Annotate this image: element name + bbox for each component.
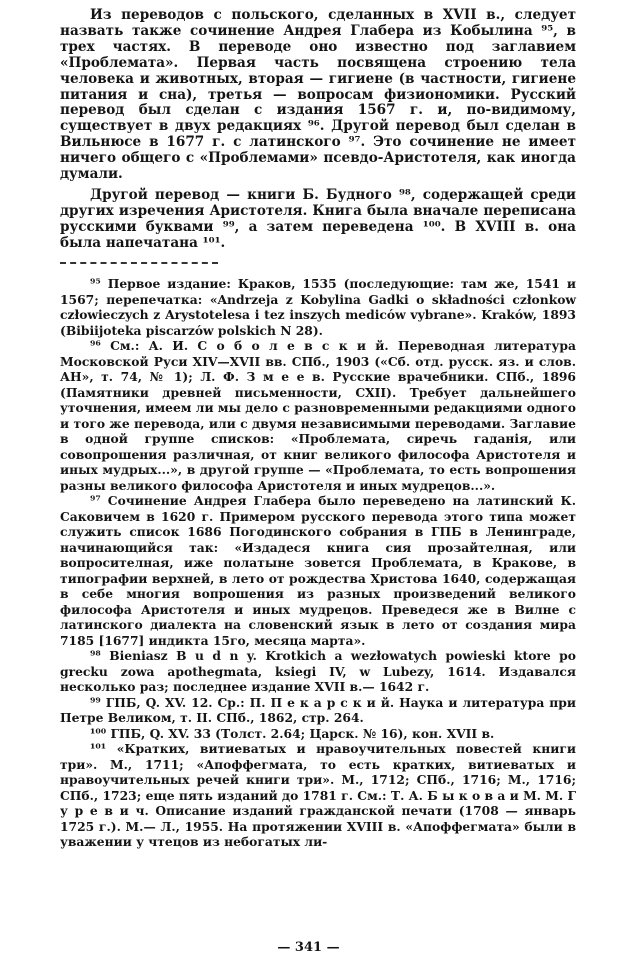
main-paragraph-1: Из переводов с польского, сделанных в XVII в., следует назвать также сочинение Андрея Глабера из Кобылина ⁹⁵, в трех частях. В переводе оно известно под заглавием «Проблемата». Первая часть посвящена строению тела человека и животных, вторая — гигиене (в частности, гигиене питания и сна), третья — вопросам физиономики. Русский перевод был сделан с издания 1567 г. и, по-видимому, существует в двух редакциях ⁹⁶. Другой перевод был сделан в Вильнюсе в 1677 г. с латинского ⁹⁷. Это сочинение не имеет ничего общего с «Проблемами» псевдо-Аристотеля, как иногда думали. [60, 7, 576, 183]
footnote-95: ⁹⁵ Первое издание: Краков, 1535 (последующие: там же, 1541 и 1567; перепечатка: «Andrzeja z Kobylina Gadki o składności członkow człowieczych z Arystotelesa i tez inszych medicόw vybrane». Kraków, 1893 (Bibiijoteka piscarzόw polskich N 28). [60, 276, 576, 338]
footnote-98: ⁹⁸ Bieniasz B u d n y. Krotkich a wezłowatych powieski ktore po grecku zowa apothegmata, ksiegi IV, w Lubezy, 1614. Издавался несколько раз; последнее издание XVII в.— 1642 г. [60, 648, 576, 694]
footnote-separator [60, 262, 218, 264]
footnote-100: ¹⁰⁰ ГПБ, Q. XV. 33 (Толст. 2.64; Царск. № 16), кон. XVII в. [90, 725, 495, 741]
main-paragraph-2: Другой перевод — книги Б. Будного ⁹⁸, содержащей среди других изречения Аристотеля. Книга была вначале переписана русскими буквами ⁹⁹, а затем переведена ¹⁰⁰. В XVIII в. она была напечатана ¹⁰¹. [60, 186, 576, 251]
footnotes [60, 276, 576, 850]
main-text [60, 8, 576, 257]
footnote-101: ¹⁰¹ «Кратких, витиеватых и нравоучительных повестей книги три». М., 1711; «Апоффегмата, то есть кратких, витиеватых и нравоучительных речей книги три». М., 1712; СПб., 1716; М., 1716; СПб., 1723; еще пять изданий до 1781 г. См.: Т. А. Б ы к о в а и М. М. Г у р е в и ч. Описание изданий гражданской печати (1708 — январь 1725 г.). М.— Л., 1955. На протяжении XVIII в. «Апоффегмата» были в уважении у чтецов из небогатых ли- [60, 741, 576, 849]
footnote-99: ⁹⁹ ГПБ, Q. XV. 12. Ср.: П. П е к а р с к и й. Наука и литература при Петре Великом, т. II. СПб., 1862, стр. 264. [60, 694, 576, 725]
page-number: — 341 — [277, 940, 340, 955]
footnote-97: ⁹⁷ Сочинение Андрея Глабера было переведено на латинский К. Саковичем в 1620 г. Примером русского перевода этого типа может служить список 1686 Погодинского собрания в ГПБ в Ленинграде, начинающийся так: «Издадеся книга сия прозайтелная, или вопросителная, иже полатыне зовется Проблемата, в Кракове, в типографии верхней, в лето от рождества Христова 1640, содержащая в себе многия вопрошения из разных произведений великого философа Аристотеля и иных мудрецов. Преведеся же в Вилне с латинского диалекта на словенский язык в лето от создания мира 7185 [1677] индикта 15го, месяца марта». [60, 493, 576, 648]
footnote-96: ⁹⁶ См.: А. И. С о б о л е в с к и й. Переводная литература Московской Руси XIV—XVII вв. СПб., 1903 («Сб. отд. русск. яз. и слов. АН», т. 74, № 1); Л. Ф. З м е е в. Русские врачебники. СПб., 1896 (Памятники древней письменности, CXII). Требует дальнейшего уточнения, имеем ли мы дело с разновременными редакциями одного и того же перевода, или с двумя независимыми переводами. Заглавие в одной группе списков: «Проблемата, сиречь гаданiя, или совопрошения различная, от книг великого философа Аристотеля и иных мудрых...», в другой группе — «Проблемата, то есть вопрошения разны великого философа Аристотеля и иных мудрецов...». [60, 338, 576, 493]
